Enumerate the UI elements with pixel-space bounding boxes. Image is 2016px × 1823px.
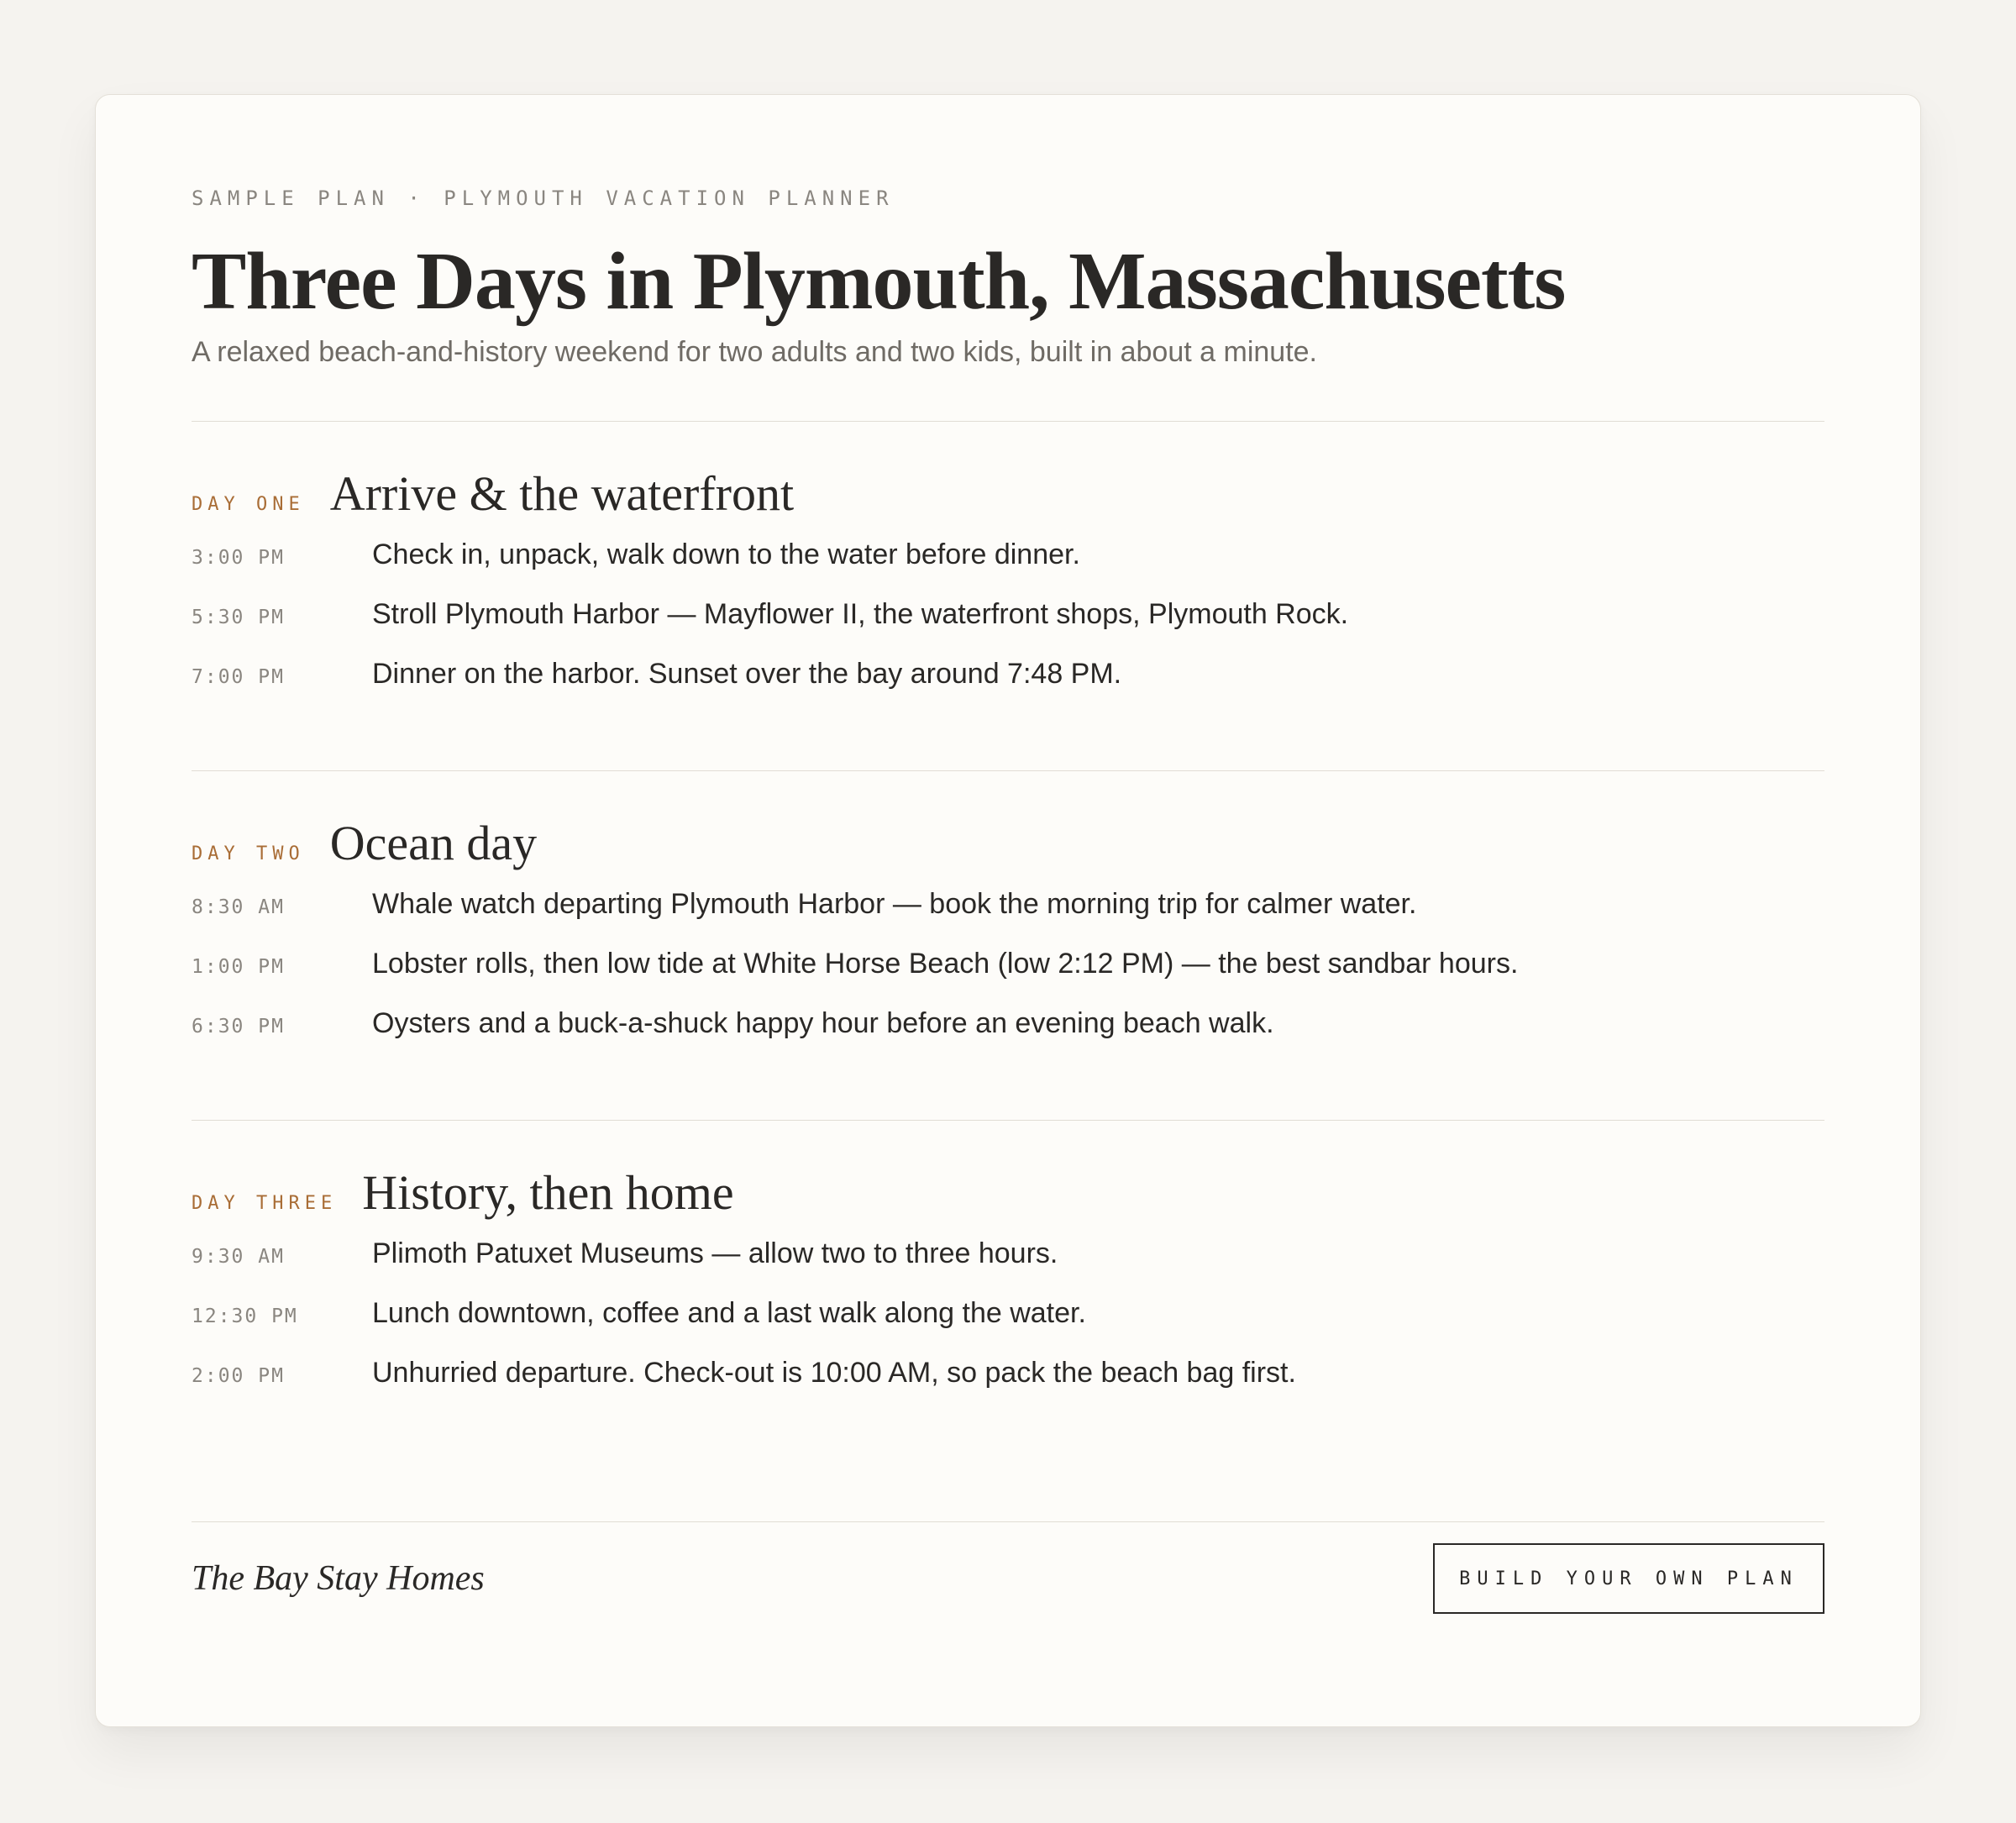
schedule-time: 9:30 AM [192, 1246, 285, 1268]
schedule-item [192, 947, 1824, 1006]
schedule-description: Check in, unpack, walk down to the water before dinner. [372, 538, 1080, 570]
schedule-list [192, 1237, 1824, 1416]
day-title: Ocean day [329, 816, 538, 870]
schedule-item [192, 887, 1824, 947]
day-label: DAY TWO [192, 843, 305, 864]
schedule-item [192, 597, 1824, 657]
schedule-item [192, 538, 1824, 597]
schedule-time: 1:00 PM [192, 956, 285, 978]
schedule-item [192, 1356, 1824, 1416]
schedule-time: 5:30 PM [192, 607, 285, 628]
schedule-list [192, 887, 1824, 1066]
schedule-description: Stroll Plymouth Harbor — Mayflower II, the waterfront shops, Plymouth Rock. [372, 598, 1349, 630]
eyebrow-label: SAMPLE PLAN · PLYMOUTH VACATION PLANNER [192, 187, 895, 210]
schedule-description: Dinner on the harbor. Sunset over the bay around 7:48 PM. [372, 658, 1122, 690]
day-header [192, 465, 1824, 524]
schedule-item [192, 1006, 1824, 1066]
brand-name: The Bay Stay Homes [192, 1559, 485, 1598]
schedule-time: 12:30 PM [192, 1306, 298, 1327]
itinerary-card [95, 94, 1921, 1727]
schedule-time: 6:30 PM [192, 1016, 285, 1038]
day-title: Arrive & the waterfront [329, 466, 795, 521]
day-section-three [192, 1121, 1824, 1469]
day-header [192, 1164, 1824, 1223]
schedule-item [192, 1237, 1824, 1296]
page-title: Three Days in Plymouth, Massachusetts [192, 236, 1566, 327]
day-label: DAY THREE [192, 1193, 338, 1214]
day-label: DAY ONE [192, 494, 305, 515]
schedule-description: Oysters and a buck-a-shuck happy hour before an evening beach walk. [372, 1007, 1274, 1039]
schedule-time: 2:00 PM [192, 1365, 285, 1387]
schedule-time: 7:00 PM [192, 666, 285, 688]
spacer [192, 1469, 1824, 1521]
day-title: History, then home [362, 1165, 734, 1220]
schedule-item [192, 657, 1824, 717]
day-section-one [192, 422, 1824, 770]
schedule-description: Lunch downtown, coffee and a last walk along the water. [372, 1297, 1086, 1329]
day-section-two [192, 771, 1824, 1120]
page-subtitle: A relaxed beach-and-history weekend for two adults and two kids, built in about a minute. [192, 336, 1317, 368]
build-your-own-plan-button[interactable]: BUILD YOUR OWN PLAN [1433, 1543, 1824, 1614]
schedule-time: 8:30 AM [192, 896, 285, 918]
schedule-list [192, 538, 1824, 717]
day-header [192, 815, 1824, 874]
schedule-description: Plimoth Patuxet Museums — allow two to three hours. [372, 1237, 1058, 1269]
schedule-item [192, 1296, 1824, 1356]
schedule-description: Unhurried departure. Check-out is 10:00 AM, so pack the beach bag first. [372, 1357, 1296, 1389]
schedule-time: 3:00 PM [192, 547, 285, 569]
card-footer [192, 1522, 1824, 1635]
schedule-description: Whale watch departing Plymouth Harbor — book the morning trip for calmer water. [372, 888, 1417, 920]
schedule-description: Lobster rolls, then low tide at White Horse Beach (low 2:12 PM) — the best sandbar hours. [372, 948, 1519, 980]
